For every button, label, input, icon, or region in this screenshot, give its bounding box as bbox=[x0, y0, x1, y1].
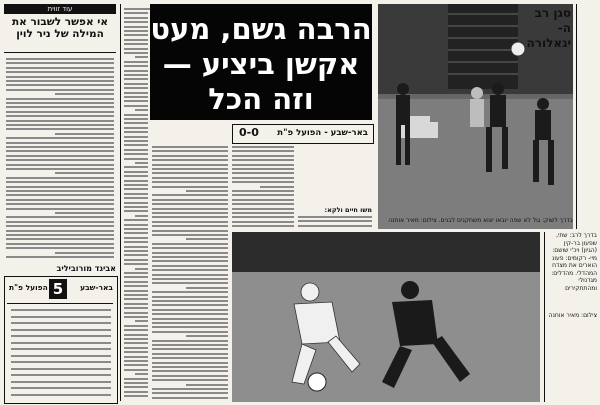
text-line bbox=[124, 228, 148, 230]
text-line bbox=[124, 39, 148, 41]
text-line bbox=[124, 276, 148, 278]
text-line bbox=[11, 361, 111, 363]
text-line bbox=[232, 225, 294, 227]
photo-credit: צילום: מאיר אוחנה bbox=[548, 312, 597, 319]
text-line bbox=[6, 186, 114, 188]
text-line bbox=[124, 329, 148, 331]
score: 0-0 bbox=[239, 126, 259, 139]
text-line bbox=[152, 313, 228, 315]
text-line bbox=[135, 268, 148, 270]
text-line bbox=[6, 84, 114, 86]
text-line bbox=[124, 43, 148, 45]
text-line bbox=[55, 212, 114, 214]
text-line bbox=[11, 316, 111, 318]
text-line bbox=[152, 172, 228, 174]
text-line bbox=[124, 290, 148, 292]
text-line bbox=[152, 357, 228, 359]
text-line bbox=[6, 221, 114, 223]
text-line bbox=[124, 131, 148, 133]
text-line bbox=[6, 76, 114, 78]
text-line bbox=[124, 250, 148, 252]
text-line bbox=[152, 278, 228, 280]
match-photo-top bbox=[378, 4, 573, 229]
text-line bbox=[152, 260, 228, 262]
text-line bbox=[6, 142, 114, 144]
text-line bbox=[124, 395, 148, 397]
text-line bbox=[232, 203, 294, 205]
text-line bbox=[6, 164, 114, 166]
text-line bbox=[152, 331, 228, 333]
text-line bbox=[6, 98, 114, 100]
text-line bbox=[232, 212, 294, 214]
score-box bbox=[232, 124, 374, 144]
text-line bbox=[6, 106, 114, 108]
text-line bbox=[124, 285, 148, 287]
text-line bbox=[152, 212, 228, 214]
text-line bbox=[6, 67, 114, 69]
text-line bbox=[124, 351, 148, 353]
text-line bbox=[124, 342, 148, 344]
text-line bbox=[55, 133, 114, 135]
text-line bbox=[186, 384, 228, 386]
text-line bbox=[152, 247, 228, 249]
byline: אביגד מורוביליב bbox=[56, 264, 116, 273]
left-headline: אי אפשר לשבור את המילה של ניר לוין bbox=[12, 16, 108, 40]
text-line bbox=[124, 21, 148, 23]
text-line bbox=[11, 348, 111, 350]
text-line bbox=[152, 243, 228, 245]
text-line bbox=[6, 208, 114, 210]
text-line bbox=[152, 177, 228, 179]
text-line bbox=[135, 162, 148, 164]
text-line bbox=[152, 256, 228, 258]
text-line bbox=[6, 216, 114, 218]
text-line bbox=[6, 159, 114, 161]
text-line bbox=[152, 366, 228, 368]
text-line bbox=[11, 381, 111, 383]
text-line bbox=[6, 120, 114, 122]
text-line bbox=[124, 206, 148, 208]
text-line bbox=[55, 172, 114, 174]
text-line bbox=[124, 294, 148, 296]
text-line bbox=[6, 190, 114, 192]
section-kicker: עוד זווית bbox=[4, 4, 116, 14]
text-line bbox=[135, 56, 148, 58]
text-line bbox=[124, 17, 148, 19]
text-line bbox=[152, 348, 228, 350]
photo-bottom-side-caption: בדרך לרב: שתי, שפעון בר-קין (הגיון) ויכ'י שושם: מיי- רקומים: פעונ הוארים את מצדח המהדלי. מהדלים: מגדנולי ומהתתקירים bbox=[551, 232, 597, 292]
divider bbox=[4, 52, 116, 53]
text-line bbox=[124, 171, 148, 173]
text-line bbox=[124, 74, 148, 76]
text-line bbox=[124, 219, 148, 221]
text-line bbox=[124, 136, 148, 138]
text-line bbox=[124, 100, 148, 102]
text-line bbox=[152, 230, 228, 232]
text-line bbox=[186, 190, 228, 192]
text-line bbox=[124, 241, 148, 243]
text-line bbox=[152, 375, 228, 377]
text-line bbox=[124, 118, 148, 120]
text-line bbox=[6, 203, 114, 205]
text-line bbox=[6, 243, 114, 245]
text-line bbox=[152, 304, 228, 306]
text-line bbox=[6, 247, 114, 249]
text-line bbox=[152, 344, 228, 346]
text-line bbox=[152, 155, 228, 157]
text-line bbox=[152, 168, 228, 170]
column-rule bbox=[544, 232, 545, 402]
text-line bbox=[232, 164, 294, 166]
text-line bbox=[298, 216, 372, 218]
text-line bbox=[6, 146, 114, 148]
text-line bbox=[152, 362, 228, 364]
text-line bbox=[152, 234, 228, 236]
text-line bbox=[232, 221, 294, 223]
text-line bbox=[152, 397, 228, 399]
text-line bbox=[152, 186, 228, 188]
text-line bbox=[186, 238, 228, 240]
text-line bbox=[152, 379, 228, 381]
text-line bbox=[124, 144, 148, 146]
text-line bbox=[6, 124, 114, 126]
text-line bbox=[124, 263, 148, 265]
text-line bbox=[260, 186, 294, 188]
text-line bbox=[232, 177, 294, 179]
text-line bbox=[298, 220, 372, 222]
text-line bbox=[124, 153, 148, 155]
text-line bbox=[6, 71, 114, 73]
text-line bbox=[6, 199, 114, 201]
text-line bbox=[6, 115, 114, 117]
text-line bbox=[124, 87, 148, 89]
text-line bbox=[55, 93, 114, 95]
text-line bbox=[152, 265, 228, 267]
text-line bbox=[124, 114, 148, 116]
text-line bbox=[6, 150, 114, 152]
text-line bbox=[11, 387, 111, 389]
text-line bbox=[152, 282, 228, 284]
text-line bbox=[135, 373, 148, 375]
text-line bbox=[124, 382, 148, 384]
text-line bbox=[124, 369, 148, 371]
standings-box bbox=[4, 276, 118, 404]
text-line bbox=[124, 61, 148, 63]
text-line bbox=[6, 168, 114, 170]
text-line bbox=[6, 102, 114, 104]
text-line bbox=[152, 216, 228, 218]
text-line bbox=[124, 237, 148, 239]
text-line bbox=[6, 234, 114, 236]
text-line bbox=[232, 146, 294, 148]
photo-title-line: יגאלורה bbox=[526, 36, 571, 50]
text-line bbox=[124, 246, 148, 248]
text-line bbox=[11, 342, 111, 344]
main-headline-box bbox=[150, 4, 372, 120]
text-line bbox=[6, 256, 114, 258]
photo-title bbox=[511, 6, 571, 51]
text-line bbox=[124, 232, 148, 234]
text-line bbox=[152, 199, 228, 201]
text-line bbox=[124, 224, 148, 226]
text-line bbox=[124, 52, 148, 54]
text-line bbox=[124, 391, 148, 393]
photo-top-caption: בדרך לשוק: גול לא שפה יובאו יצוא משחקנים לבנים. צילום: מאיר אוחנה bbox=[388, 217, 573, 224]
text-line bbox=[6, 194, 114, 196]
text-line bbox=[6, 80, 114, 82]
text-line bbox=[6, 181, 114, 183]
text-line bbox=[124, 48, 148, 50]
text-line bbox=[124, 83, 148, 85]
photo-bottom-image bbox=[232, 232, 540, 402]
text-line bbox=[232, 168, 294, 170]
column-rule bbox=[120, 4, 121, 401]
text-line bbox=[6, 177, 114, 179]
text-line bbox=[124, 378, 148, 380]
text-line bbox=[124, 197, 148, 199]
text-line bbox=[6, 230, 114, 232]
text-line bbox=[124, 188, 148, 190]
text-line bbox=[232, 190, 294, 192]
text-line bbox=[152, 318, 228, 320]
text-line bbox=[152, 300, 228, 302]
text-line bbox=[124, 210, 148, 212]
text-line bbox=[152, 291, 228, 293]
text-line bbox=[186, 335, 228, 337]
text-line bbox=[124, 202, 148, 204]
text-line bbox=[298, 225, 372, 227]
text-line bbox=[152, 353, 228, 355]
text-line bbox=[11, 374, 111, 376]
text-line bbox=[152, 252, 228, 254]
text-line bbox=[152, 203, 228, 205]
text-line bbox=[124, 303, 148, 305]
text-line bbox=[6, 89, 114, 91]
text-line bbox=[124, 298, 148, 300]
text-line bbox=[152, 194, 228, 196]
text-line bbox=[124, 166, 148, 168]
text-line bbox=[11, 394, 111, 396]
text-line bbox=[232, 208, 294, 210]
text-line bbox=[124, 356, 148, 358]
text-line bbox=[152, 150, 228, 152]
round-number: 5 bbox=[49, 279, 67, 299]
standings-away-team: הפועל פ"ת bbox=[9, 283, 48, 292]
text-line bbox=[124, 272, 148, 274]
standings-home-team: באר-שבע bbox=[80, 283, 113, 292]
main-headline: הרבה גשם, מעט אקשן ביציע — וזה הכל bbox=[150, 12, 372, 116]
text-line bbox=[124, 70, 148, 72]
text-line bbox=[124, 184, 148, 186]
text-line bbox=[124, 259, 148, 261]
text-line bbox=[124, 180, 148, 182]
photo-title-line: סגן רב bbox=[534, 6, 571, 20]
text-line bbox=[152, 221, 228, 223]
text-line bbox=[152, 322, 228, 324]
photo-title-line: ה- bbox=[557, 21, 571, 35]
text-line bbox=[232, 159, 294, 161]
text-line bbox=[124, 26, 148, 28]
text-line bbox=[152, 340, 228, 342]
text-line bbox=[152, 274, 228, 276]
text-line bbox=[124, 140, 148, 142]
text-line bbox=[6, 155, 114, 157]
text-line bbox=[11, 355, 111, 357]
column-rule bbox=[576, 4, 577, 229]
text-line bbox=[124, 96, 148, 98]
text-line bbox=[152, 388, 228, 390]
text-line bbox=[135, 215, 148, 217]
text-line bbox=[232, 155, 294, 157]
text-line bbox=[11, 335, 111, 337]
text-line bbox=[124, 386, 148, 388]
text-line bbox=[124, 127, 148, 129]
text-line bbox=[124, 325, 148, 327]
text-line bbox=[124, 364, 148, 366]
text-line bbox=[6, 62, 114, 64]
text-line bbox=[124, 254, 148, 256]
text-line bbox=[11, 329, 111, 331]
text-line bbox=[152, 164, 228, 166]
text-line bbox=[152, 159, 228, 161]
text-line bbox=[124, 175, 148, 177]
text-line bbox=[124, 360, 148, 362]
text-line bbox=[6, 128, 114, 130]
text-line bbox=[152, 225, 228, 227]
text-line bbox=[11, 322, 111, 324]
text-line bbox=[6, 137, 114, 139]
text-line bbox=[135, 320, 148, 322]
text-line bbox=[135, 109, 148, 111]
text-line bbox=[124, 65, 148, 67]
text-line bbox=[124, 316, 148, 318]
text-line bbox=[152, 296, 228, 298]
text-line bbox=[124, 281, 148, 283]
text-line bbox=[152, 181, 228, 183]
text-line bbox=[124, 347, 148, 349]
text-line bbox=[124, 158, 148, 160]
text-line bbox=[124, 12, 148, 14]
text-line bbox=[152, 370, 228, 372]
text-line bbox=[124, 78, 148, 80]
text-line bbox=[232, 150, 294, 152]
text-line bbox=[232, 199, 294, 201]
text-line bbox=[124, 34, 148, 36]
text-line bbox=[152, 326, 228, 328]
text-line bbox=[6, 238, 114, 240]
text-line bbox=[152, 309, 228, 311]
text-line bbox=[124, 105, 148, 107]
text-line bbox=[124, 149, 148, 151]
text-line bbox=[124, 193, 148, 195]
text-line bbox=[124, 312, 148, 314]
divider bbox=[7, 303, 113, 304]
text-line bbox=[152, 392, 228, 394]
text-line bbox=[6, 225, 114, 227]
text-line bbox=[232, 216, 294, 218]
text-line bbox=[124, 338, 148, 340]
text-line bbox=[11, 309, 111, 311]
text-line bbox=[6, 111, 114, 113]
text-line bbox=[124, 307, 148, 309]
text-line bbox=[6, 58, 114, 60]
text-line bbox=[124, 92, 148, 94]
text-line bbox=[124, 122, 148, 124]
text-line bbox=[55, 252, 114, 254]
text-line bbox=[186, 287, 228, 289]
text-line bbox=[152, 208, 228, 210]
text-line bbox=[11, 368, 111, 370]
text-line bbox=[232, 172, 294, 174]
section-label: משו חיים ולקא: bbox=[324, 206, 372, 214]
score-teams: באר-שבע - הפועל פ"ת bbox=[277, 128, 368, 138]
text-line bbox=[152, 269, 228, 271]
text-line bbox=[124, 30, 148, 32]
match-photo-bottom bbox=[232, 232, 540, 402]
text-line bbox=[124, 334, 148, 336]
text-line bbox=[152, 146, 228, 148]
text-line bbox=[232, 194, 294, 196]
text-line bbox=[232, 181, 294, 183]
